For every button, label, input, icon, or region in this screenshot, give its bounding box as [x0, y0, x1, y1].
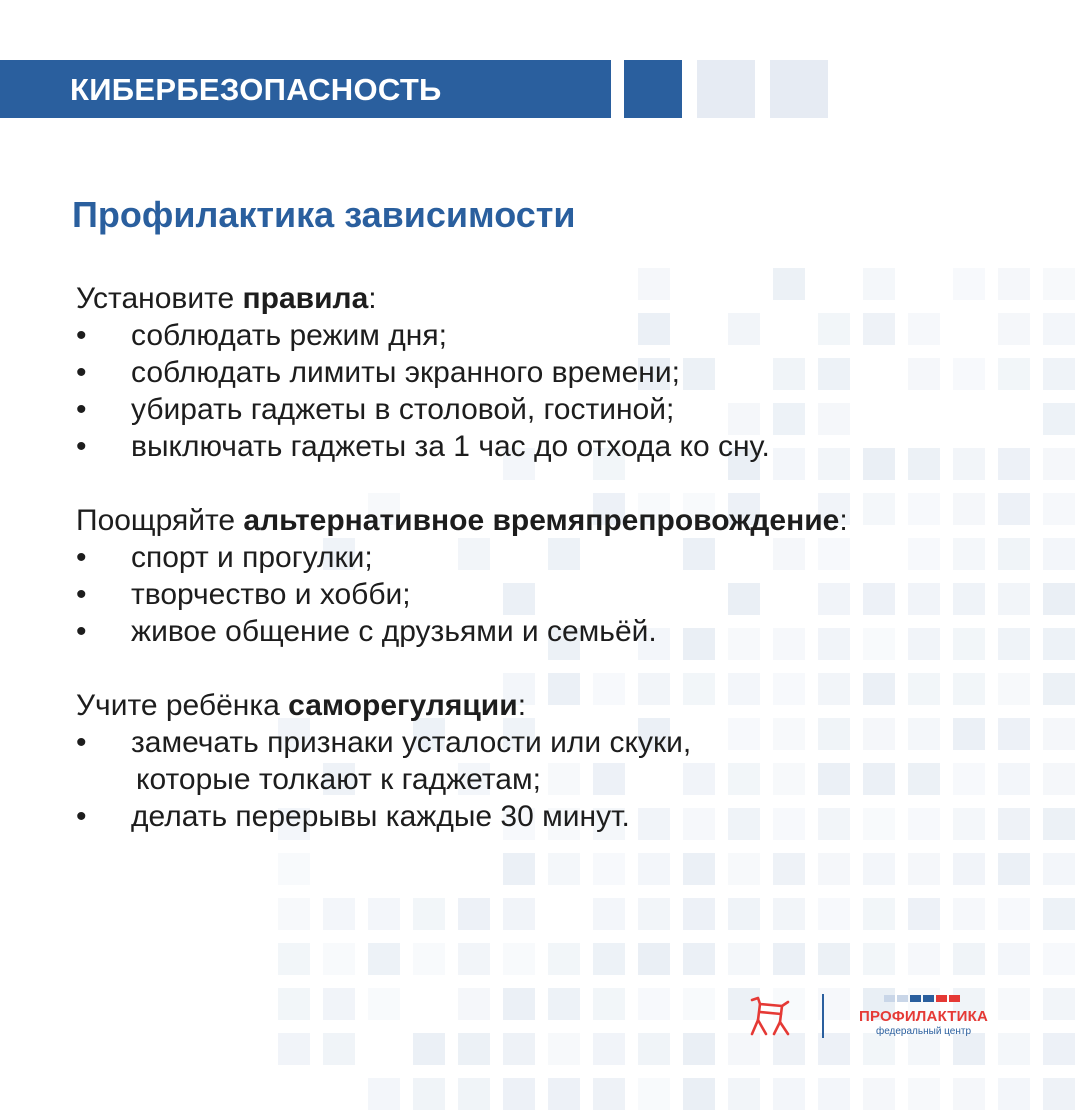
mosaic-tile [638, 1033, 670, 1065]
mosaic-tile [413, 898, 445, 930]
section-rules [76, 280, 848, 465]
mosaic-tile [728, 1078, 760, 1110]
mosaic-tile [1043, 583, 1075, 615]
mosaic-tile [998, 808, 1030, 840]
list-item-text: творчество и хобби; [131, 578, 411, 611]
mosaic-tile [998, 358, 1030, 390]
mosaic-tile [1043, 763, 1075, 795]
mosaic-tile [863, 268, 895, 300]
mosaic-tile [458, 943, 490, 975]
mosaic-tile [998, 583, 1030, 615]
brand-subtitle: федеральный центр [875, 1026, 972, 1037]
mosaic-tile [683, 1033, 715, 1065]
mosaic-tile [593, 1078, 625, 1110]
mosaic-tile [683, 1078, 715, 1110]
mosaic-tile [863, 673, 895, 705]
mosaic-tile [413, 1078, 445, 1110]
bullet-icon: • [76, 726, 87, 759]
mosaic-tile [998, 493, 1030, 525]
mosaic-tile [908, 583, 940, 615]
mosaic-tile [953, 538, 985, 570]
mosaic-tile [908, 808, 940, 840]
mosaic-tile [863, 898, 895, 930]
mosaic-tile [998, 673, 1030, 705]
mosaic-tile [953, 358, 985, 390]
mosaic-tile [908, 718, 940, 750]
mosaic-tile [548, 1033, 580, 1065]
intro-text: Поощряйте [76, 504, 244, 537]
mosaic-tile [773, 1078, 805, 1110]
list-item [76, 391, 848, 428]
section-intro [76, 687, 848, 724]
mosaic-tile [368, 1078, 400, 1110]
mosaic-tile [1043, 628, 1075, 660]
mosaic-tile [323, 898, 355, 930]
mosaic-tile [413, 1033, 445, 1065]
mosaic-tile [1043, 673, 1075, 705]
logo-divider [822, 994, 824, 1038]
list-item-text: спорт и прогулки; [131, 541, 373, 574]
section-self-regulation [76, 687, 848, 835]
mosaic-tile [998, 628, 1030, 660]
mosaic-tile [863, 628, 895, 660]
list-item-text: выключать гаджеты за 1 час до отхода ко сну. [131, 430, 770, 463]
mosaic-tile [818, 1078, 850, 1110]
mosaic-tile [908, 943, 940, 975]
mosaic-tile [998, 943, 1030, 975]
mosaic-tile [863, 808, 895, 840]
mosaic-tile [638, 943, 670, 975]
list-item-text: делать перерывы каждые 30 минут. [131, 800, 630, 833]
mosaic-tile [503, 1078, 535, 1110]
list-item [76, 539, 848, 576]
mosaic-tile [1043, 988, 1075, 1020]
mosaic-tile [863, 583, 895, 615]
mosaic-tile [368, 943, 400, 975]
mosaic-tile [278, 988, 310, 1020]
mosaic-tile [683, 898, 715, 930]
list-item-continuation: которые толкают к гаджетам; [136, 763, 541, 796]
mosaic-tile [1043, 898, 1075, 930]
mosaic-tile [953, 763, 985, 795]
mosaic-tile [863, 1078, 895, 1110]
list-item [76, 354, 848, 391]
mosaic-tile [998, 898, 1030, 930]
bullet-icon: • [76, 800, 87, 833]
mosaic-tile [998, 448, 1030, 480]
section-alternatives [76, 502, 848, 650]
mosaic-tile [548, 943, 580, 975]
header-square-dark [624, 60, 682, 118]
mosaic-tile [278, 943, 310, 975]
list-item [76, 317, 848, 354]
mosaic-tile [1043, 853, 1075, 885]
mosaic-tile [953, 898, 985, 930]
mosaic-tile [818, 943, 850, 975]
section-intro [76, 280, 848, 317]
mosaic-tile [323, 943, 355, 975]
mosaic-tile [728, 943, 760, 975]
mosaic-tile [908, 763, 940, 795]
mosaic-tile [1043, 268, 1075, 300]
mosaic-tile [863, 943, 895, 975]
mosaic-tile [953, 628, 985, 660]
logo-squares [884, 995, 960, 1002]
mosaic-tile [953, 943, 985, 975]
list-item [76, 428, 848, 465]
mosaic-tile [503, 1033, 535, 1065]
mosaic-tile [1043, 538, 1075, 570]
mosaic-tile [503, 988, 535, 1020]
mosaic-tile [458, 1033, 490, 1065]
mosaic-tile [908, 673, 940, 705]
mosaic-tile [863, 763, 895, 795]
mosaic-tile [863, 448, 895, 480]
mosaic-tile [953, 583, 985, 615]
mosaic-tile [1043, 358, 1075, 390]
list-item [76, 613, 848, 650]
mascot-icon [744, 994, 796, 1038]
section-intro [76, 502, 848, 539]
mosaic-tile [953, 808, 985, 840]
bullet-icon: • [76, 319, 87, 352]
mosaic-tile [683, 988, 715, 1020]
mosaic-tile [998, 1078, 1030, 1110]
list-item-text: убирать гаджеты в столовой, гостиной; [131, 393, 675, 426]
mosaic-tile [503, 898, 535, 930]
mosaic-tile [818, 898, 850, 930]
mosaic-tile [413, 943, 445, 975]
mosaic-tile [458, 898, 490, 930]
list-item [76, 724, 848, 761]
brand-name: ПРОФИЛАКТИКА [858, 1008, 989, 1025]
mosaic-tile [998, 538, 1030, 570]
list-item [76, 576, 848, 613]
mosaic-tile [953, 718, 985, 750]
mosaic-tile [953, 1078, 985, 1110]
mosaic-tile [368, 898, 400, 930]
mosaic-tile [863, 313, 895, 345]
mosaic-tile [638, 988, 670, 1020]
intro-colon: : [517, 689, 527, 722]
mosaic-tile [908, 493, 940, 525]
intro-text: Установите [76, 282, 243, 315]
intro-keyword: правила [242, 282, 369, 315]
mosaic-tile [1043, 718, 1075, 750]
intro-keyword: саморегуляции [288, 689, 518, 722]
mosaic-tile [953, 493, 985, 525]
mosaic-tile [908, 898, 940, 930]
mosaic-tile [908, 1078, 940, 1110]
mosaic-tile [953, 448, 985, 480]
mosaic-tile [278, 898, 310, 930]
mosaic-tile [908, 313, 940, 345]
mosaic-tile [998, 718, 1030, 750]
mosaic-tile [593, 1033, 625, 1065]
mosaic-tile [998, 268, 1030, 300]
mosaic-tile [593, 943, 625, 975]
list-item-text: соблюдать режим дня; [131, 319, 447, 352]
mosaic-tile [548, 988, 580, 1020]
mosaic-tile [908, 628, 940, 660]
bullet-icon: • [76, 393, 87, 426]
mosaic-tile [593, 988, 625, 1020]
header-title: КИБЕРБЕЗОПАСНОСТЬ [70, 72, 442, 107]
list-item-text: соблюдать лимиты экранного времени; [131, 356, 680, 389]
intro-colon: : [839, 504, 848, 537]
bullet-icon: • [76, 356, 87, 389]
header-square-light [697, 60, 755, 118]
mosaic-tile [458, 1078, 490, 1110]
mosaic-tile [908, 538, 940, 570]
mosaic-tile [323, 988, 355, 1020]
content [76, 280, 848, 872]
mosaic-tile [278, 1033, 310, 1065]
mosaic-tile [323, 1033, 355, 1065]
mosaic-tile [683, 943, 715, 975]
list-item-text: живое общение с друзьями и семьёй. [131, 615, 657, 648]
mosaic-tile [908, 853, 940, 885]
mosaic-tile [998, 853, 1030, 885]
mosaic-tile [1043, 1033, 1075, 1065]
mosaic-tile [953, 268, 985, 300]
bullet-icon: • [76, 615, 87, 648]
intro-keyword: альтернативное времяпрепровождение [243, 504, 840, 537]
mosaic-tile [1043, 403, 1075, 435]
mosaic-tile [953, 673, 985, 705]
mosaic-tile [1043, 448, 1075, 480]
mosaic-tile [548, 1078, 580, 1110]
mosaic-tile [503, 943, 535, 975]
mosaic-tile [638, 898, 670, 930]
footer-logo [744, 990, 1004, 1050]
mosaic-tile [1043, 493, 1075, 525]
mosaic-tile [458, 988, 490, 1020]
mosaic-tile [953, 853, 985, 885]
mosaic-tile [773, 943, 805, 975]
bullet-icon: • [76, 578, 87, 611]
intro-text: Учите ребёнка [76, 689, 289, 722]
mosaic-tile [863, 853, 895, 885]
mosaic-tile [773, 898, 805, 930]
bullet-icon: • [76, 541, 87, 574]
list-item-text: замечать признаки усталости или скуки, [131, 726, 692, 759]
mosaic-tile [1043, 1078, 1075, 1110]
page-title: Профилактика зависимости [72, 194, 576, 235]
mosaic-tile [863, 718, 895, 750]
header-band [0, 60, 611, 118]
intro-colon: : [368, 282, 377, 315]
mosaic-tile [593, 898, 625, 930]
mosaic-tile [998, 313, 1030, 345]
mosaic-tile [638, 1078, 670, 1110]
bullet-icon: • [76, 430, 87, 463]
mosaic-tile [1043, 313, 1075, 345]
mosaic-tile [728, 898, 760, 930]
mosaic-tile [908, 358, 940, 390]
mosaic-tile [998, 763, 1030, 795]
mosaic-tile [863, 493, 895, 525]
header-square-light [770, 60, 828, 118]
mosaic-tile [1043, 943, 1075, 975]
mosaic-tile [1043, 808, 1075, 840]
list-item [76, 798, 848, 835]
mosaic-tile [908, 448, 940, 480]
mosaic-tile [368, 988, 400, 1020]
